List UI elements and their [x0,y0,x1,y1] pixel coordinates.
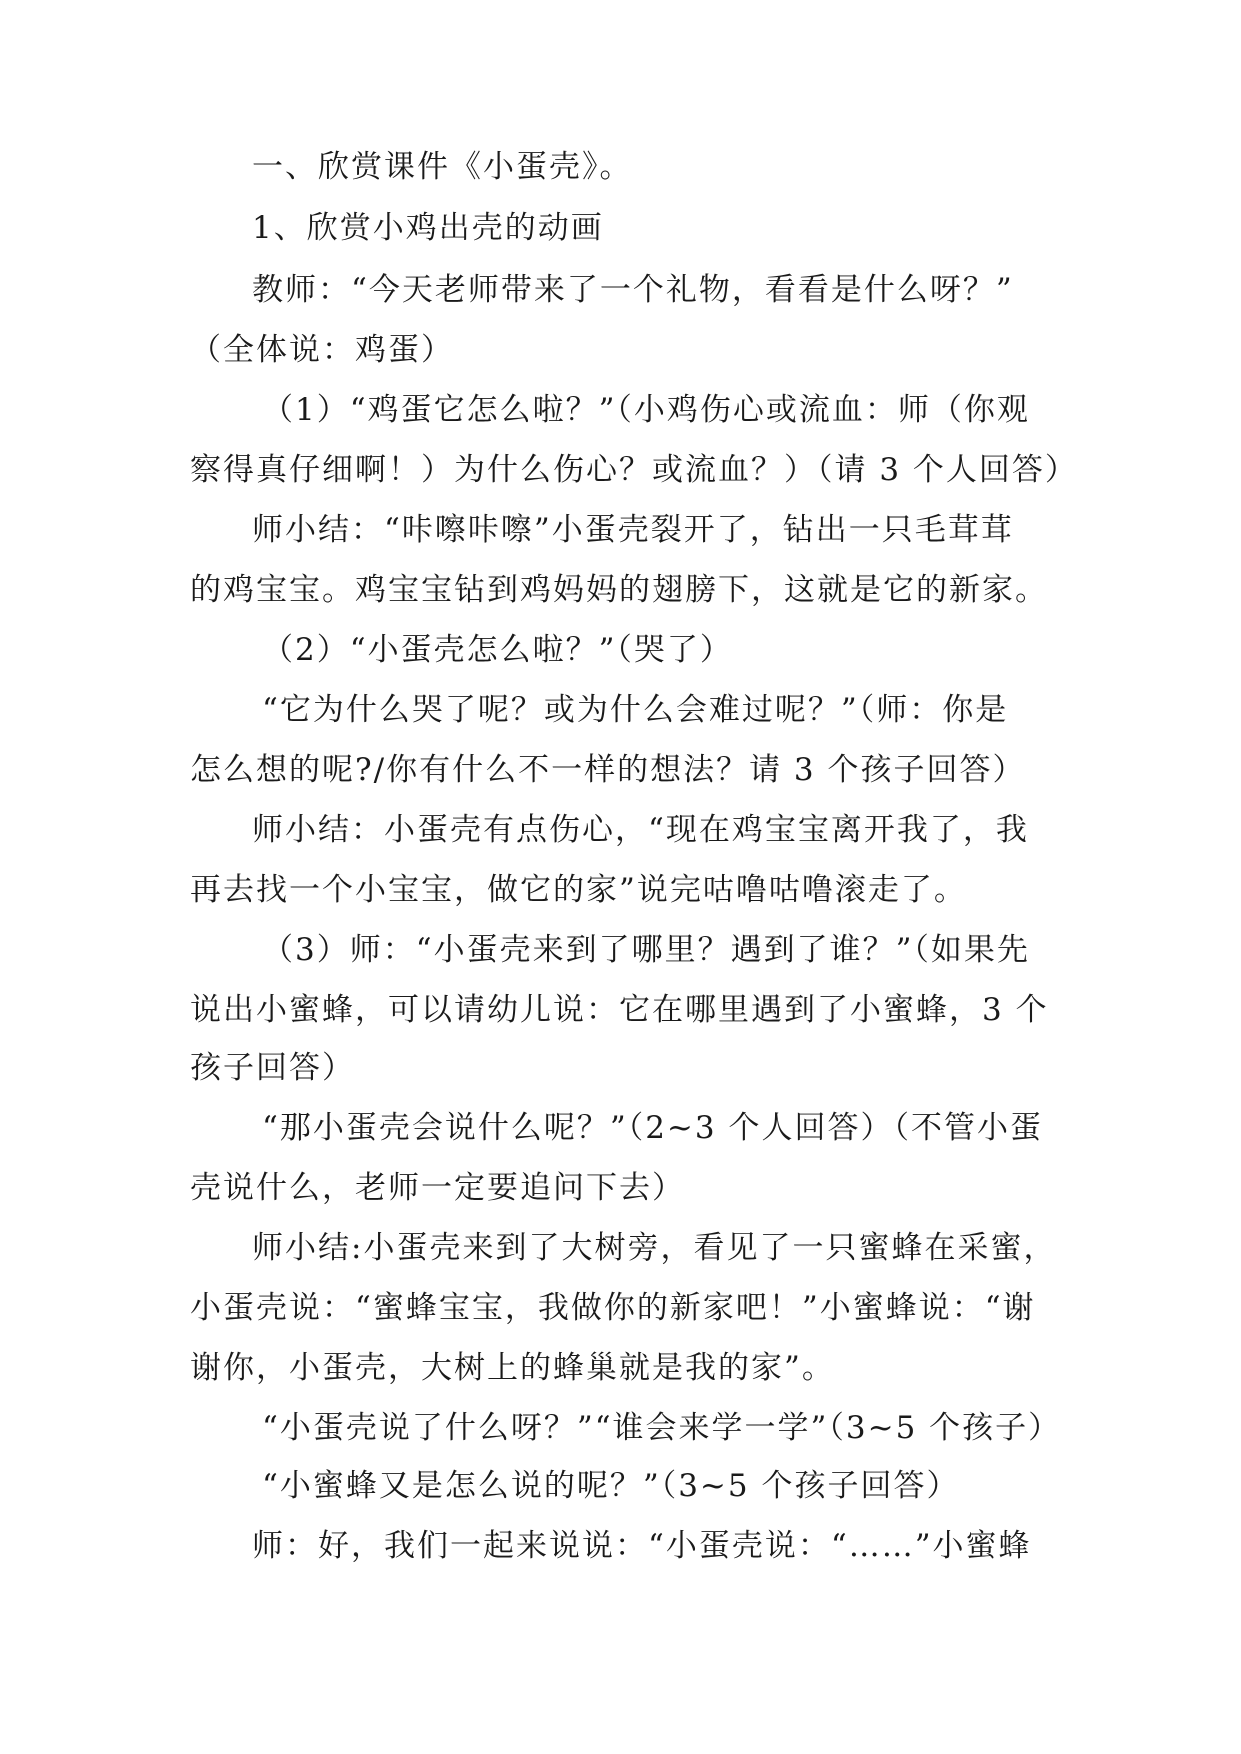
paragraph-line: 再去找一个小宝宝，做它的家”说完咕噜咕噜滚走了。 [190,872,967,908]
paragraph-line: 师：好，我们一起来说说：“小蛋壳说：“……”小蜜蜂 [252,1528,1032,1564]
paragraph-line: 察得真仔细啊！）为什么伤心？或流血？）（请 3 个人回答） [190,452,1078,488]
paragraph-line: （2）“小蛋壳怎么啦？”（哭了） [262,632,733,668]
paragraph-line: （1）“鸡蛋它怎么啦？”（小鸡伤心或流血：师（你观 [262,392,1030,428]
subsection-heading: 1、欣赏小鸡出壳的动画 [252,210,604,246]
paragraph-line: “它为什么哭了呢？或为什么会难过呢？”（师：你是 [262,692,1009,728]
paragraph-line: “小蜜蜂又是怎么说的呢？”（3~5 个孩子回答） [262,1468,960,1504]
paragraph-line: 师小结:小蛋壳来到了大树旁，看见了一只蜜蜂在采蜜， [252,1230,1057,1266]
paragraph-line: 的鸡宝宝。鸡宝宝钻到鸡妈妈的翅膀下，这就是它的新家。 [190,572,1048,608]
paragraph-line: 小蛋壳说：“蜜蜂宝宝，我做你的新家吧！”小蜜蜂说：“谢 [190,1290,1036,1326]
paragraph-line: 孩子回答） [190,1050,355,1086]
paragraph-line: （3）师：“小蛋壳来到了哪里？遇到了谁？”（如果先 [262,932,1030,968]
paragraph-line: 说出小蜜蜂，可以请幼儿说：它在哪里遇到了小蜜蜂，3 个 [190,992,1049,1028]
paragraph-line: 怎么想的呢?/你有什么不一样的想法？请 3 个孩子回答） [190,752,1026,788]
paragraph-line: （全体说：鸡蛋） [190,332,454,368]
paragraph-line: 师小结：小蛋壳有点伤心，“现在鸡宝宝离开我了，我 [252,812,1029,848]
paragraph-line: 教师：“今天老师带来了一个礼物，看看是什么呀？” [252,272,1014,308]
paragraph-line: “那小蛋壳会说什么呢？”（2~3 个人回答）（不管小蛋 [262,1110,1043,1146]
paragraph-line: “小蛋壳说了什么呀？”“谁会来学一学”（3~5 个孩子） [262,1410,1062,1446]
paragraph-line: 师小结：“咔嚓咔嚓”小蛋壳裂开了，钻出一只毛茸茸 [252,512,1014,548]
paragraph-line: 壳说什么，老师一定要追问下去） [190,1170,685,1206]
section-heading: 一、欣赏课件《小蛋壳》。 [252,149,633,185]
paragraph-line: 谢你，小蛋壳，大树上的蜂巢就是我的家”。 [190,1350,835,1386]
